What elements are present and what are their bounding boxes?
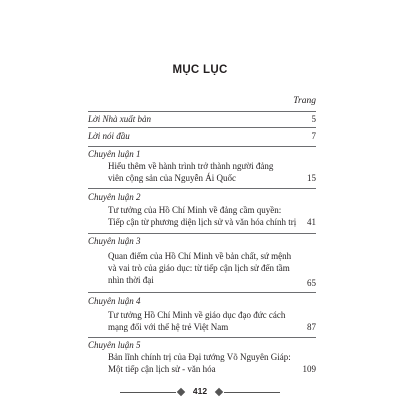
chapter-label: Chuyên luận 4: [88, 296, 141, 306]
chapter-title-line: Quan điểm của Hồ Chí Minh về bản chất, sứ mệnh: [108, 251, 292, 261]
chapter-page: 109: [302, 364, 316, 374]
toc-entry-page: 5: [311, 114, 316, 124]
page-footer: [0, 386, 400, 400]
footer-rule-right: [224, 392, 280, 393]
chapter-label: Chuyên luận 2: [88, 192, 141, 202]
chapter-title-line: nhìn thời đại: [108, 275, 154, 285]
divider: [88, 111, 316, 112]
chapter-label: Chuyên luận 5: [88, 340, 141, 350]
chapter-title-line: viên cộng sản của Nguyễn Ái Quốc: [108, 173, 236, 183]
chapter-title-line: mạng đối với thế hệ trẻ Việt Nam: [108, 322, 229, 332]
divider: [88, 337, 316, 338]
chapter-title-line: Tư tưởng của Hồ Chí Minh về đảng cầm quyền:: [108, 205, 282, 215]
toc-entry-label: Lời Nhà xuất bản: [88, 114, 152, 124]
divider: [88, 127, 316, 128]
page-number: 412: [192, 386, 208, 396]
page-title: MỤC LỤC: [172, 64, 228, 76]
footer-rule-left: [120, 392, 176, 393]
chapter-title-line: Tư tưởng Hồ Chí Minh về giáo dục đạo đức cách: [108, 310, 286, 320]
chapter-title-line: Một tiếp cận lịch sử - văn hóa: [108, 364, 216, 374]
chapter-title-line: Hiểu thêm về hành trình trở thành người đảng: [108, 161, 274, 171]
toc-entry-label: Lời nói đầu: [88, 131, 130, 141]
chapter-title-line: Tiếp cận từ phương diện lịch sử và văn hóa chính trị: [108, 217, 297, 227]
chapter-title-line: Bản lĩnh chính trị của Đại tướng Võ Nguyên Giáp:: [108, 352, 291, 362]
chapter-page: 41: [307, 217, 316, 227]
chapter-title-line: và vai trò của giáo dục: từ tiếp cận lịch sử đến tầm: [108, 263, 290, 273]
chapter-label: Chuyên luận 3: [88, 236, 141, 246]
divider: [88, 146, 316, 147]
divider: [88, 188, 316, 189]
toc-entry-page: 7: [311, 131, 316, 141]
chapter-page: 65: [307, 278, 316, 288]
chapter-label: Chuyên luận 1: [88, 149, 141, 159]
chapter-page: 15: [307, 173, 316, 183]
divider: [88, 233, 316, 234]
diamond-ornament-icon: [215, 388, 223, 396]
chapter-page: 87: [307, 322, 316, 332]
page-column-header: Trang: [293, 96, 316, 106]
diamond-ornament-icon: [177, 388, 185, 396]
divider: [88, 292, 316, 293]
